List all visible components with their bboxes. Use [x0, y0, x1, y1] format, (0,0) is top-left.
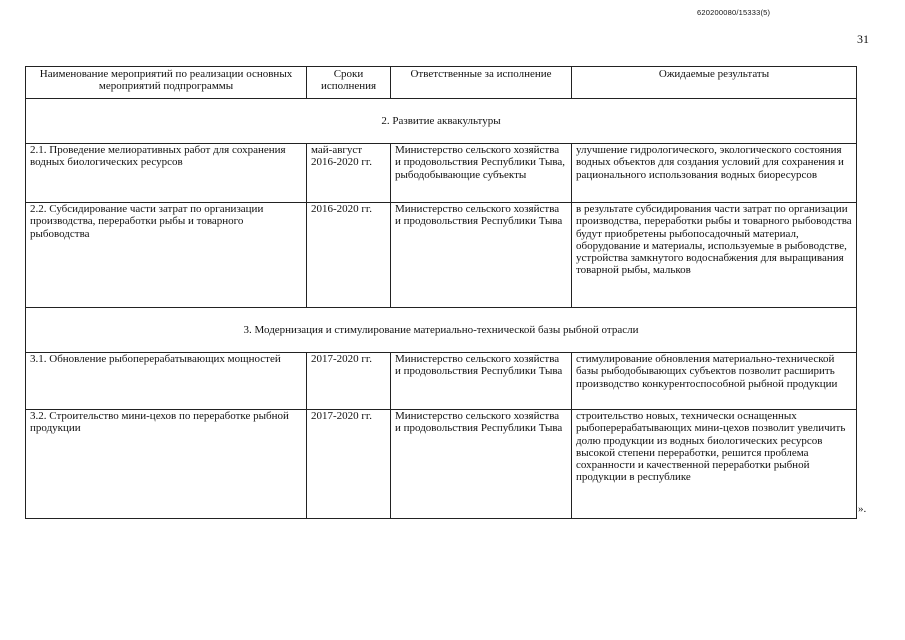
measure-name: 2.1. Проведение мелиоративных работ для сохранения водных биологических ресурсов — [26, 144, 307, 203]
document-id: 620200080/15333(5) — [697, 8, 771, 17]
measure-responsible: Министерство сельского хозяйства и продовольствия Республики Тыва — [391, 410, 572, 519]
header-measures: Наименование мероприятий по реализации основных мероприятий подпрограммы — [26, 67, 307, 99]
section-title: 2. Развитие аквакультуры — [26, 99, 857, 144]
measure-term: 2017-2020 гг. — [307, 353, 391, 410]
table-row — [26, 203, 857, 308]
header-results: Ожидаемые результаты — [572, 67, 857, 99]
section-title: 3. Модернизация и стимулирование материально-технической базы рыбной отрасли — [26, 308, 857, 353]
page-number: 31 — [857, 32, 869, 46]
table-row — [26, 410, 857, 519]
table-row — [26, 144, 857, 203]
closing-quote-mark: ». — [858, 503, 867, 515]
measure-responsible: Министерство сельского хозяйства и продовольствия Республики Тыва — [391, 353, 572, 410]
header-terms: Сроки исполнения — [307, 67, 391, 99]
measure-result: улучшение гидрологического, экологического состояния водных объектов для создания условий для сохранения и рационального использования водных биоресурсов — [572, 144, 857, 203]
measure-name: 2.2. Субсидирование части затрат по организации производства, переработки рыбы и товарного рыбоводства — [26, 203, 307, 308]
measure-responsible: Министерство сельского хозяйства и продовольствия Республики Тыва, рыбодобывающие субъекты — [391, 144, 572, 203]
measure-term: 2017-2020 гг. — [307, 410, 391, 519]
measure-term: май-август 2016-2020 гг. — [307, 144, 391, 203]
section-row — [26, 308, 857, 353]
measure-result: в результате субсидирования части затрат по организации производства, переработки рыбы и товарного рыбоводства будут приобретены рыбопосадочный материал, оборудование и материалы, используемые в рыбоводстве, устройства замкнутого водоснабжения для выращивания товарной рыбы, мальков — [572, 203, 857, 308]
table-row — [26, 353, 857, 410]
header-responsible: Ответственные за исполнение — [391, 67, 572, 99]
measure-term: 2016-2020 гг. — [307, 203, 391, 308]
measure-name: 3.1. Обновление рыбоперерабатывающих мощностей — [26, 353, 307, 410]
measure-name: 3.2. Строительство мини-цехов по переработке рыбной продукции — [26, 410, 307, 519]
measure-responsible: Министерство сельского хозяйства и продовольствия Республики Тыва — [391, 203, 572, 308]
measures-table — [25, 66, 857, 519]
measure-result: строительство новых, технически оснащенных рыбоперерабатывающих мини-цехов позволит увеличить долю продукции из водных биологических ресурсов высокой степени переработки, решится проблема сохранности и качественной переработки рыбной продукции в республике — [572, 410, 857, 519]
measure-result: стимулирование обновления материально-технической базы рыбодобывающих субъектов позволит расширить производство конкурентоспособной рыбной продукции — [572, 353, 857, 410]
section-row — [26, 99, 857, 144]
table-header-row — [26, 67, 857, 99]
